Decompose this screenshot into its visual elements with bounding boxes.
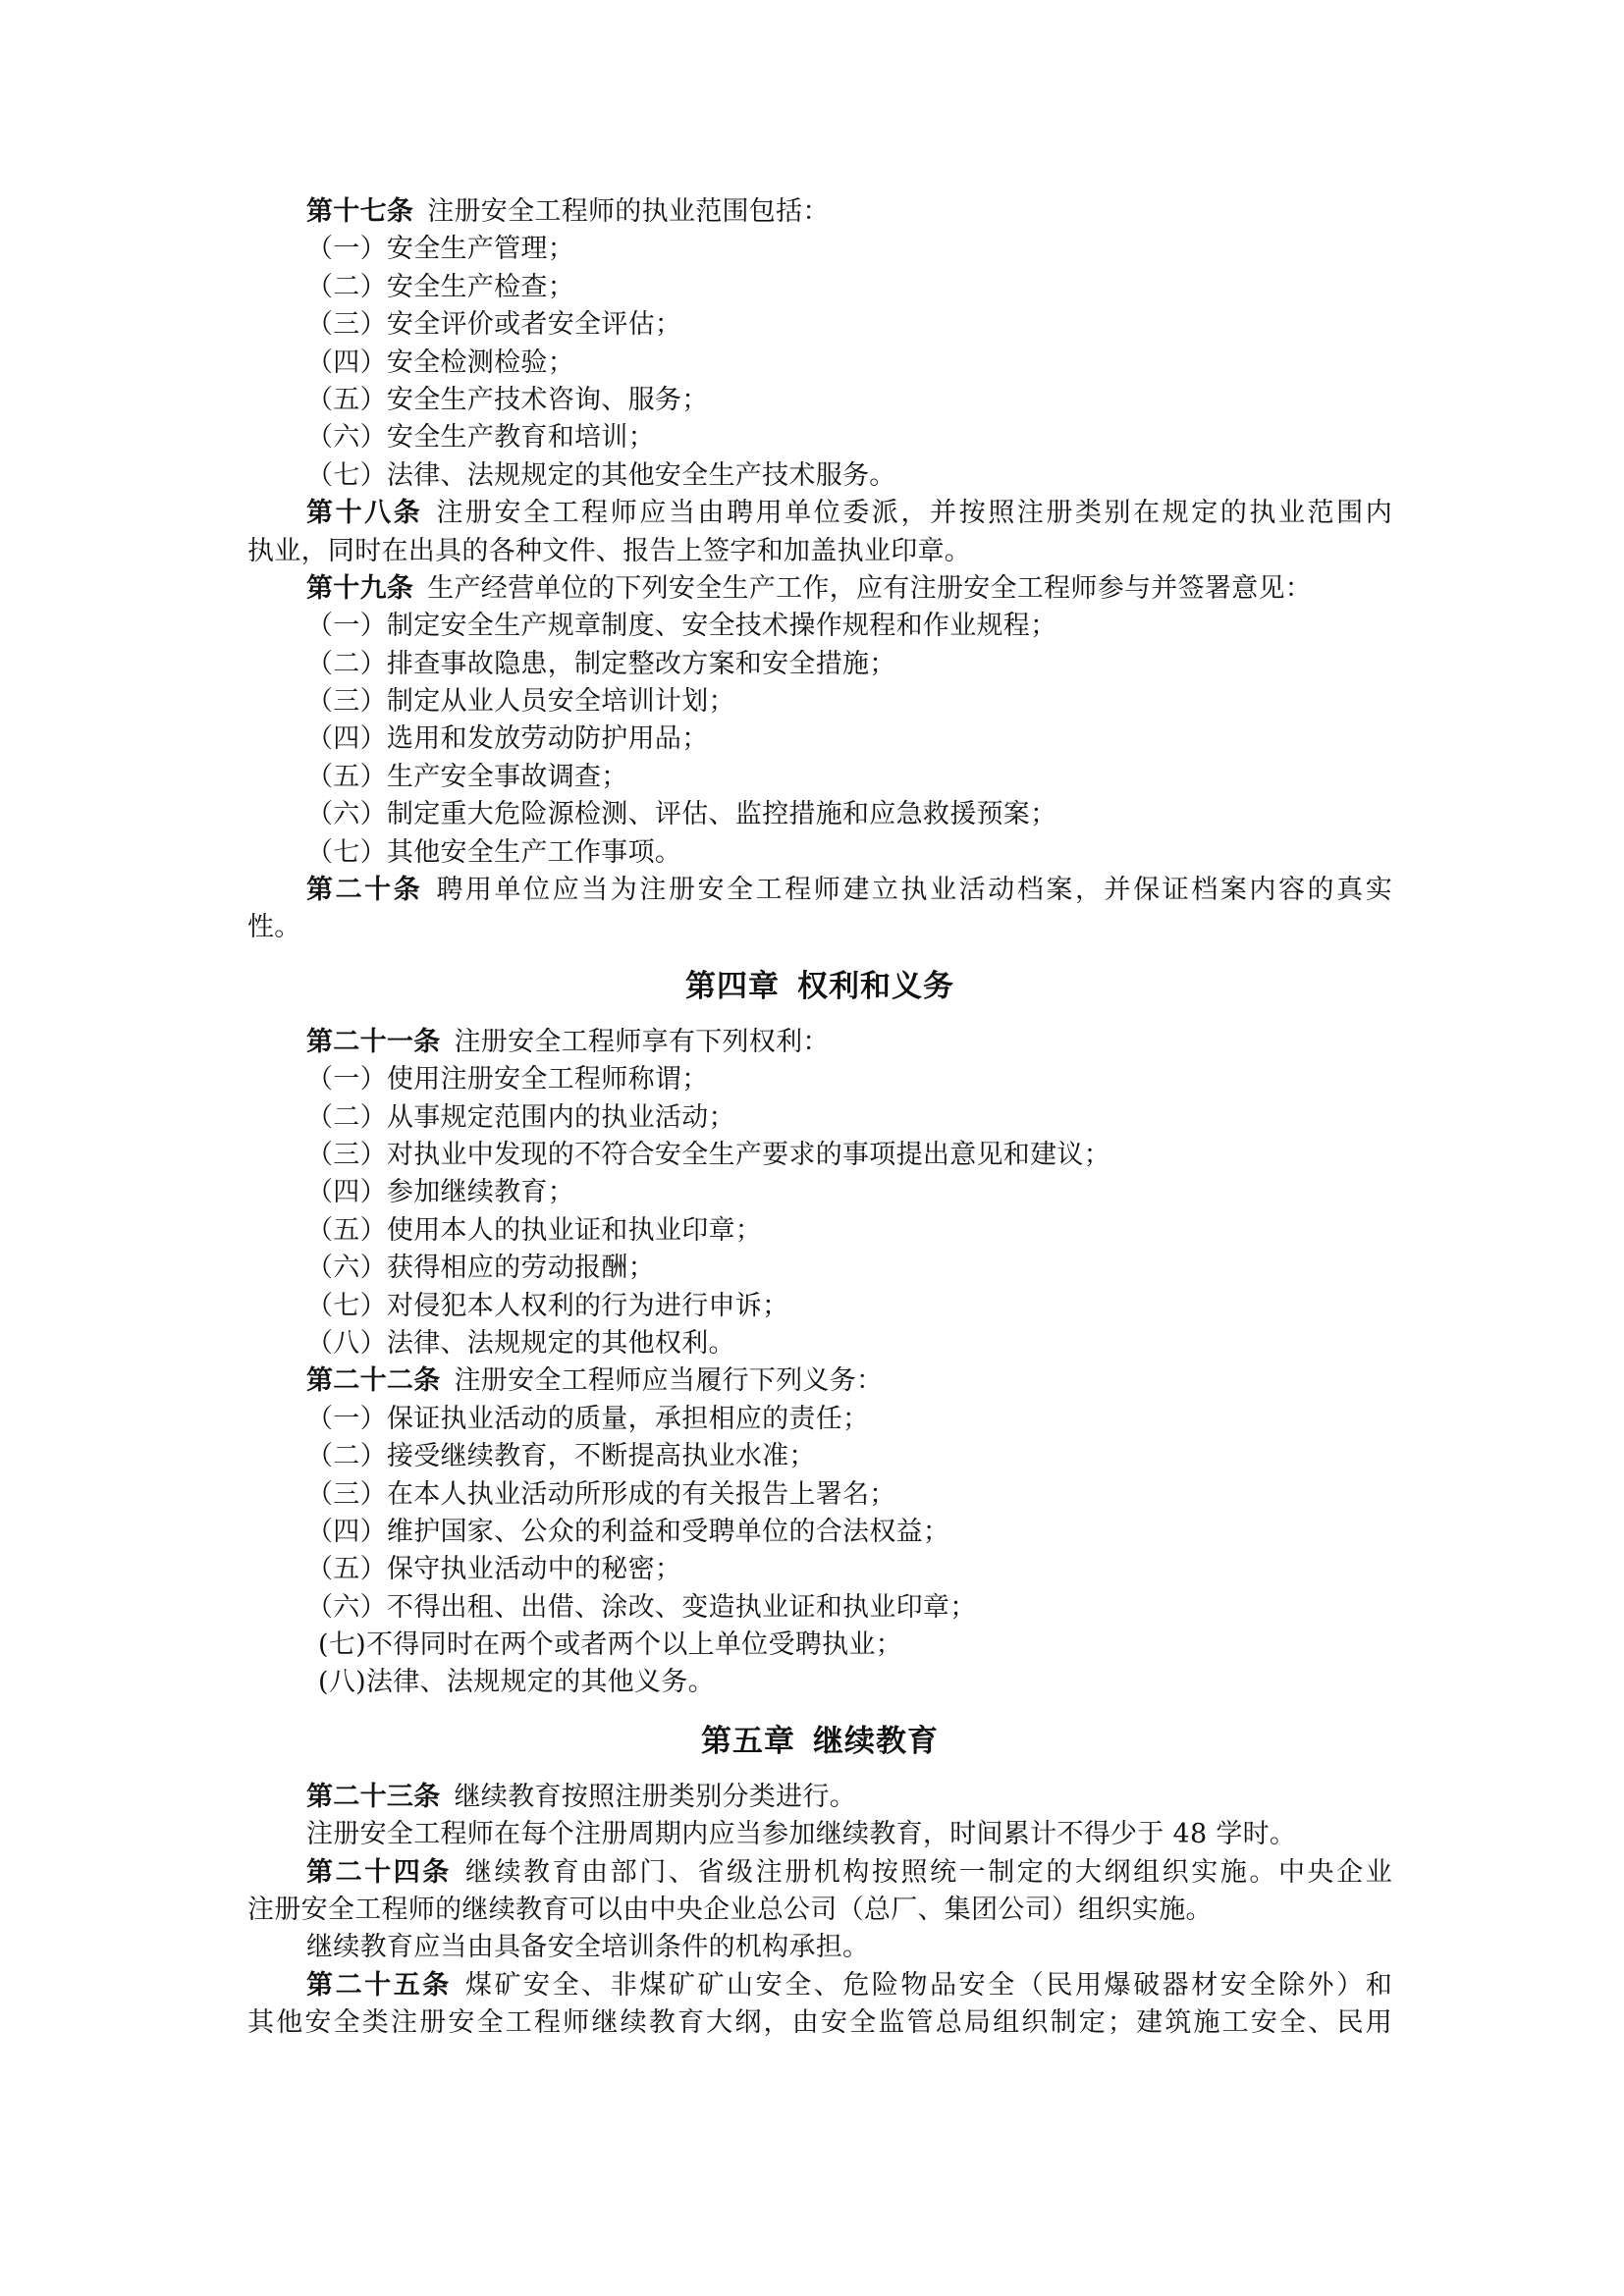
text-line (247, 608, 1392, 645)
text-line (247, 796, 1392, 833)
text-line (247, 345, 1392, 382)
line-text: （六）获得相应的劳动报酬； (306, 1253, 655, 1284)
line-text: （五）保守执业活动中的秘密； (306, 1554, 682, 1585)
line-text: （三）安全评价或者安全评估； (306, 309, 682, 341)
text-line (247, 419, 1392, 456)
article-line (247, 1362, 1392, 1400)
text-line (247, 1627, 1392, 1664)
text-line (247, 1476, 1392, 1514)
text-line (247, 1401, 1392, 1438)
text-line (247, 1212, 1392, 1250)
line-text: （三）制定从业人员安全培训计划； (306, 686, 735, 718)
text-line (247, 683, 1392, 721)
article-number: 第二十条 (306, 875, 423, 906)
text-line (247, 721, 1392, 758)
article-line (247, 495, 1392, 532)
article-number: 第二十二条 (306, 1365, 441, 1397)
article-line (247, 872, 1392, 909)
chapter-heading (247, 967, 1392, 1006)
text-line (247, 1061, 1392, 1098)
text-line (247, 231, 1392, 268)
article-number: 第二十五条 (306, 1969, 452, 2001)
line-text: 生产经营单位的下列安全生产工作，应有注册安全工程师参与并签署意见： (427, 572, 1313, 604)
line-text: （二）接受继续教育，不断提高执业水准； (306, 1441, 816, 1472)
text-line (247, 759, 1392, 796)
line-text: 继续教育由部门、省级注册机构按照统一制定的大纲组织实施。中央企业 (464, 1856, 1392, 1888)
article-number: 第十八条 (306, 498, 423, 529)
text-line (247, 1892, 1392, 1929)
line-text: （七）法律、法规规定的其他安全生产技术服务。 (306, 459, 896, 491)
line-text: （二）从事规定范围内的执业活动； (306, 1101, 735, 1133)
line-text: （二）安全生产检查； (306, 271, 574, 302)
line-text: （四）参加继续教育； (306, 1177, 574, 1208)
text-line (247, 1664, 1392, 1701)
line-text: （六）安全生产教育和培训； (306, 422, 655, 454)
article-line (247, 1024, 1392, 1061)
text-line (247, 1438, 1392, 1475)
line-text: 注册安全工程师在每个注册周期内应当参加继续教育，时间累计不得少于 48 学时。 (306, 1819, 1297, 1850)
chapter-number: 第五章 (701, 1723, 795, 1759)
line-text: 聘用单位应当为注册安全工程师建立执业活动档案，并保证档案内容的真实 (436, 875, 1393, 906)
line-text: （五）使用本人的执业证和执业印章； (306, 1214, 763, 1246)
line-text: 注册安全工程师应当履行下列义务： (454, 1365, 884, 1397)
text-line (247, 1288, 1392, 1325)
line-text: （三）在本人执业活动所形成的有关报告上署名； (306, 1478, 896, 1510)
line-text: 执业，同时在出具的各种文件、报告上签字和加盖执业印章。 (247, 535, 972, 566)
text-line (247, 457, 1392, 495)
line-text: 注册安全工程师应当由聘用单位委派，并按照注册类别在规定的执业范围内 (436, 498, 1393, 529)
article-line (247, 570, 1392, 608)
text-line (247, 646, 1392, 683)
article-number: 第二十四条 (306, 1856, 452, 1888)
article-line (247, 193, 1392, 231)
article-number: 第十七条 (306, 196, 414, 227)
line-text: 继续教育应当由具备安全培训条件的机构承担。 (306, 1932, 870, 1963)
line-text: （八）法律、法规规定的其他权利。 (306, 1327, 735, 1359)
line-text: （三）对执业中发现的不符合安全生产要求的事项提出意见和建议； (306, 1139, 1110, 1170)
line-text: （一）保证执业活动的质量，承担相应的责任； (306, 1403, 870, 1434)
line-text: （六）制定重大危险源检测、评估、监控措施和应急救援预案； (306, 799, 1057, 830)
line-text: （四）选用和发放劳动防护用品； (306, 723, 709, 755)
text-line (247, 306, 1392, 344)
line-text: （七）对侵犯本人权利的行为进行申诉； (306, 1290, 789, 1321)
line-text: 注册安全工程师的继续教育可以由中央企业总公司（总厂、集团公司）组织实施。 (247, 1895, 1213, 1926)
line-text: 注册安全工程师享有下列权利： (454, 1026, 830, 1057)
text-line (247, 1137, 1392, 1174)
text-line (247, 1174, 1392, 1211)
line-text: （五）安全生产技术咨询、服务； (306, 384, 709, 415)
article-number: 第二十三条 (306, 1781, 441, 1812)
chapter-heading (247, 1722, 1392, 1761)
text-line (247, 1929, 1392, 1966)
line-text: （七）其他安全生产工作事项。 (306, 836, 682, 868)
chapter-title: 继续教育 (813, 1723, 939, 1759)
line-text: （一）安全生产管理； (306, 234, 574, 265)
text-line (247, 1816, 1392, 1853)
line-text: 继续教育按照注册类别分类进行。 (454, 1781, 856, 1812)
text-line (247, 269, 1392, 306)
document-page (247, 193, 1392, 2043)
text-line (247, 1551, 1392, 1588)
text-line (247, 834, 1392, 872)
text-line (247, 1099, 1392, 1137)
line-text: （二）排查事故隐患，制定整改方案和安全措施； (306, 648, 896, 679)
text-line (247, 1514, 1392, 1551)
line-text: （六）不得出租、出借、涂改、变造执业证和执业印章； (306, 1591, 977, 1623)
line-text: 性。 (247, 912, 301, 943)
line-text: (八)法律、法规规定的其他义务。 (318, 1667, 715, 1698)
article-number: 第二十一条 (306, 1026, 441, 1057)
line-text: 其他安全类注册安全工程师继续教育大纲，由安全监管总局组织制定；建筑施工安全、民用 (247, 2007, 1392, 2039)
article-number: 第十九条 (306, 572, 414, 604)
line-text: (七)不得同时在两个或者两个以上单位受聘执业； (318, 1629, 902, 1661)
line-text: （四）安全检测检验； (306, 347, 574, 378)
line-text: （一）使用注册安全工程师称谓； (306, 1064, 709, 1095)
text-line (247, 1589, 1392, 1627)
chapter-title: 权利和义务 (797, 968, 954, 1004)
line-text: 注册安全工程师的执业范围包括： (427, 196, 830, 227)
article-line (247, 1779, 1392, 1816)
article-line (247, 1967, 1392, 2004)
chapter-number: 第四章 (685, 968, 780, 1004)
line-text: （一）制定安全生产规章制度、安全技术操作规程和作业规程； (306, 611, 1057, 642)
text-line (247, 382, 1392, 419)
text-line (247, 2004, 1392, 2042)
line-text: （四）维护国家、公众的利益和受聘单位的合法权益； (306, 1516, 950, 1547)
text-line (247, 1250, 1392, 1287)
text-line (247, 909, 1392, 946)
line-text: 煤矿安全、非煤矿矿山安全、危险物品安全（民用爆破器材安全除外）和 (464, 1969, 1392, 2001)
text-line (247, 533, 1392, 570)
article-line (247, 1854, 1392, 1892)
text-line (247, 1325, 1392, 1362)
line-text: （五）生产安全事故调查； (306, 761, 628, 792)
